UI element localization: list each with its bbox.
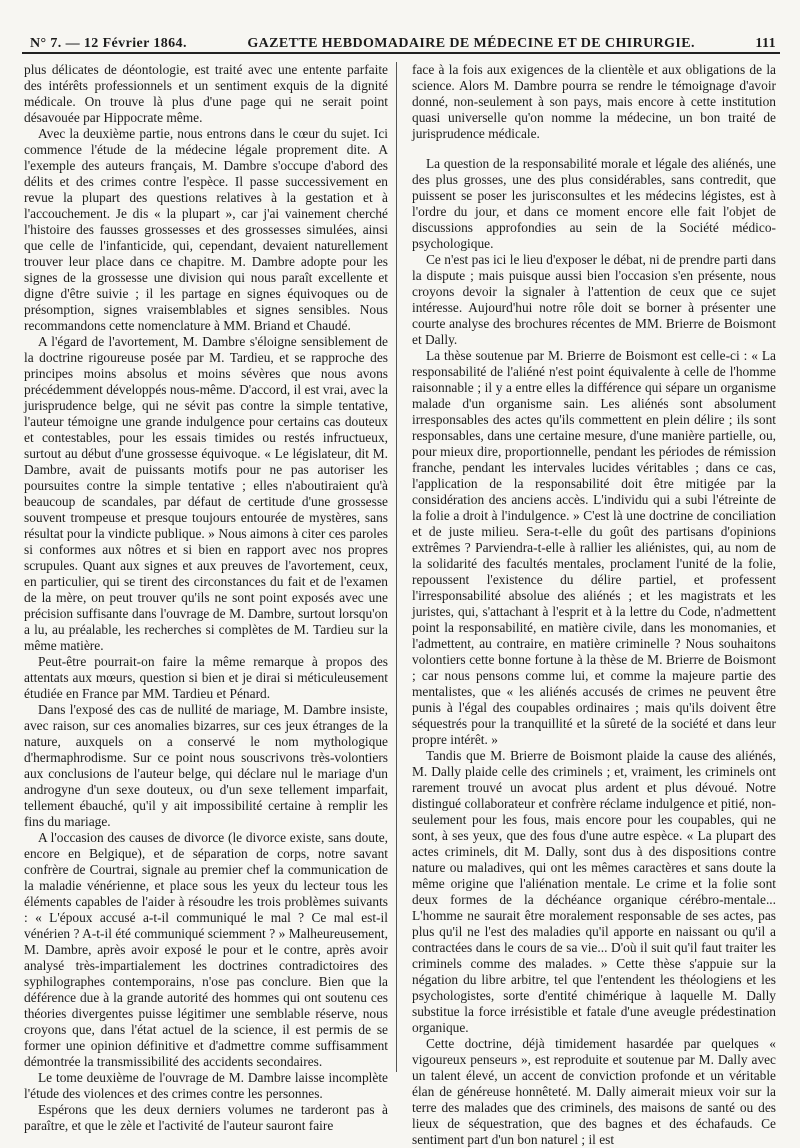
paragraph: Tandis que M. Brierre de Boismont plaide la cause des aliénés, M. Dally plaide celle des criminels ; et, vraiment, les criminels ont rarement trouvé un avocat plus ardent et plus dévoué. Notre distingué collaborateur et confrère réclame indulgence et pitié, non-seulement pour les fous, mais encore pour les coupables, qui ne sont, à ses yeux, que des fous d'une autre espèce. « La plupart des actes criminels, dit M. Dally, sont dus à des dispositions contre nature ou maladives, qui ont les mêmes caractères et sans doute la même origine que l'aliénation mentale. Le crime et la folie sont deux formes de la déchéance organique cérébro-mentale... L'homme ne saurait être moralement responsable de ses actes, pas plus qu'il ne l'est des maladies qu'il apporte en naissant ou qu'il a contractées dans le cours de sa vie... D'où il suit qu'il faut traiter les criminels comme des malades. » Cette thèse s'appuie sur la négation du libre arbitre, tel que l'entendent les théologiens et les psychologistes, sorte d'entité chimérique à laquelle M. Dally substitue la force irrésistible et fatale d'une aveugle prédestination organique. xyxy=(412,748,776,1035)
paragraph: face à la fois aux exigences de la clientèle et aux obligations de la science. Alors M. Dambre pourra se rendre le témoignage d'avoir donné, non-seulement à son pays, mais encore à cette institution quasi universelle qu'on nomme la médecine, un bon traité de jurisprudence médicale. xyxy=(412,62,776,141)
paragraph: Avec la deuxième partie, nous entrons dans le cœur du sujet. Ici commence l'étude de la médecine légale proprement dite. A l'exemple des auteurs français, M. Dambre s'occupe d'abord des délits et des crimes contre l'espèce. Il passe successivement en revue la plupart des questions relatives à la gestation et à l'accouchement. Je dis « la plupart », car j'ai vainement cherché l'histoire des fausses grossesses et des grossesses simulées, ainsi que celle de l'infanticide, qui, cependant, devaient naturellement trouver leur place dans ce chapitre. M. Dambre adopte pour les signes de la grossesse une division qui nous paraît excellente et digne d'être suivie ; il les partage en signes équivoques ou de présomption, signes vraisemblables et signes sensibles. Nous recommandons cette nomenclature à MM. Briand et Chaudé. xyxy=(24,126,388,333)
paragraph: Ce n'est pas ici le lieu d'exposer le débat, ni de prendre parti dans la dispute ; mais puisque aussi bien l'occasion s'en présente, nous croyons devoir la signaler à l'attention de ceux que ce sujet intéresse. Aujourd'hui notre rôle doit se borner à présenter une courte analyse des brochures récentes de MM. Brierre de Boismont et Dally. xyxy=(412,252,776,347)
page-number: 111 xyxy=(755,36,776,51)
article-columns xyxy=(24,62,776,1147)
paragraph: Dans l'exposé des cas de nullité de mariage, M. Dambre insiste, avec raison, sur ces anomalies bizarres, sur ces jeux étranges de la nature, auxquels on a conservé le nom mythologique d'hermaphrodisme. Sur ce point nous souscrivons très-volontiers aux conclusions de l'auteur belge, qui déclare nul le mariage d'un androgyne d'un sexe douteux, ou d'un sexe tellement imparfait, tellement ébauché, qu'il y ait impossibilité certaine à remplir les fins du mariage. xyxy=(24,702,388,829)
paragraph: Peut-être pourrait-on faire la même remarque à propos des attentats aux mœurs, question si bien et je dirai si méticuleusement étudiée en France par MM. Tardieu et Pénard. xyxy=(24,654,388,701)
left-column xyxy=(24,62,388,1133)
journal-title: GAZETTE HEBDOMADAIRE DE MÉDECINE ET DE CHIRURGIE. xyxy=(247,36,695,51)
paragraph: plus délicates de déontologie, est traité avec une entente parfaite des intérêts professionnels et un sentiment exquis de la dignité médicale. On trouve là plus d'une page qui ne serait point désavouée par Hippocrate même. xyxy=(24,62,388,125)
paragraph: A l'occasion des causes de divorce (le divorce existe, sans doute, encore en Belgique), et de séparation de corps, notre savant confrère de Courtrai, signale au premier chef la communication de la maladie vénérienne, et place sous les yeux du lecteur tous les éléments capables de l'aider à résoudre les trois problèmes suivants : « L'époux accusé a-t-il communiqué le mal ? Ce mal est-il vénérien ? A-t-il été communiqué sciemment ? » Malheureusement, M. Dambre, après avoir exposé le pour et le contre, après avoir analysé très-impartialement les doctrines contradictoires des syphilographes contemporains, n'ose pas conclure. Bien que la déférence due à la grande autorité des hommes qui ont soutenu ces théories divergentes puisse légitimer une semblable réserve, nous croyons que, dans l'état actuel de la science, il est permis de se former une opinion définitive et d'admettre comme suffisamment démontrée la transmissibilité des accidents secondaires. xyxy=(24,830,388,1069)
paragraph: A l'égard de l'avortement, M. Dambre s'éloigne sensiblement de la doctrine rigoureuse posée par M. Tardieu, et se rapproche des principes moins absolus et moins sévères que nous avons précédemment développés nous-même. D'accord, il est vrai, avec la jurisprudence belge, qui ne sévit pas contre la simple tentative, l'auteur témoigne une grande indulgence pour certains cas douteux et contestables, pour les essais timides ou restés infructueux, surtout au début d'une grossesse équivoque. « Le législateur, dit M. Dambre, avait de puissants motifs pour ne pas autoriser les poursuites contre la simple tentative ; elles n'aboutiraient qu'à beaucoup de scandales, par défaut de certitude d'une grossesse souvent trompeuse et presque toujours entourée de mystères, sans résultat pour la vindicte publique. » Nous aimons à citer ces paroles si conformes aux nôtres et si bien en rapport avec nos propres scrupules. Quant aux signes et aux preuves de l'avortement, ceux, en particulier, qui se tirent des circonstances du fait et de l'examen de la mère, on peut trouver qu'ils ne sont point exposés avec une précision suffisante dans l'ouvrage de M. Dambre, surtout lorsqu'on a lu, au préalable, les recherches si complètes de M. Tardieu sur la même matière. xyxy=(24,334,388,653)
paragraph: La thèse soutenue par M. Brierre de Boismont est celle-ci : « La responsabilité de l'aliéné n'est point équivalente à celle de l'homme raisonnable ; il y a entre elles la différence qui sépare un organisme malade d'un organisme sain. Les aliénés sont absolument irresponsables des actes qu'ils commettent en plein délire ; ils sont responsables, dans une certaine mesure, d'une manière partielle, ou, pour mieux dire, proportionnelle, pendant les périodes de rémission franche, pendant les intervales lucides véritables ; dans ce cas, l'application de la responsabilité doit être mitigée par la considération des anciens accès. L'individu qui a subi l'étreinte de la folie a droit à l'indulgence. » C'est là une doctrine de conciliation et de juste milieu. Sera-t-elle du goût des partisans d'opinions extrêmes ? Parviendra-t-elle à rallier les aliénistes, qui, au nom de la solidarité des facultés mentales, proclament l'unité de la folie, repoussent l'existence du délire partiel, et professent l'irresponsabilité absolue des aliénés ; et les magistrats et les juristes, qui, s'attachant à l'esprit et à la lettre du Code, n'admettent point la responsabilité, en matière civile, dans les monomanies, et l'admettent, au contraire, en matière criminelle ? Nous souhaitons volontiers cette bonne fortune à la thèse de M. Brierre de Boismont ; car nous pensons comme lui, et comme la majeure partie des mentalistes, que « les aliénés accusés de crimes ne peuvent être punis à l'égal des coupables ordinaires ; mais qu'ils doivent être séquestrés pour la tranquillité et la sûreté de la société et dans leur propre intérêt. » xyxy=(412,348,776,747)
paragraph: Espérons que les deux derniers volumes ne tarderont pas à paraître, et que le zèle et l'activité de l'auteur sauront faire xyxy=(24,1102,388,1133)
paragraph: Cette doctrine, déjà timidement hasardée par quelques « vigoureux penseurs », est reproduite et soutenue par M. Dally avec un talent élevé, un accent de conviction profonde et un véritable élan de généreuse honnêteté. M. Dally aimerait mieux voir sur la terre des malades que des criminels, des maisons de santé ou des lieux de séquestration, que des bagnes et des échafauds. Ce sentiment part d'un bon naturel ; il est xyxy=(412,1036,776,1147)
section-break xyxy=(412,142,776,156)
page-header xyxy=(22,26,780,54)
paragraph: La question de la responsabilité morale et légale des aliénés, une des plus grosses, une des plus considérables, sans contredit, que puissent se poser les jurisconsultes et les médecins légistes, est à l'ordre du jour, et dans ce moment encore elle fait l'objet de discussions approfondies au sein de la Société médico-psychologique. xyxy=(412,156,776,251)
paragraph: Le tome deuxième de l'ouvrage de M. Dambre laisse incomplète l'étude des violences et des crimes contre les personnes. xyxy=(24,1070,388,1101)
issue-date: N° 7. — 12 Février 1864. xyxy=(30,36,187,51)
right-column xyxy=(412,62,776,1147)
